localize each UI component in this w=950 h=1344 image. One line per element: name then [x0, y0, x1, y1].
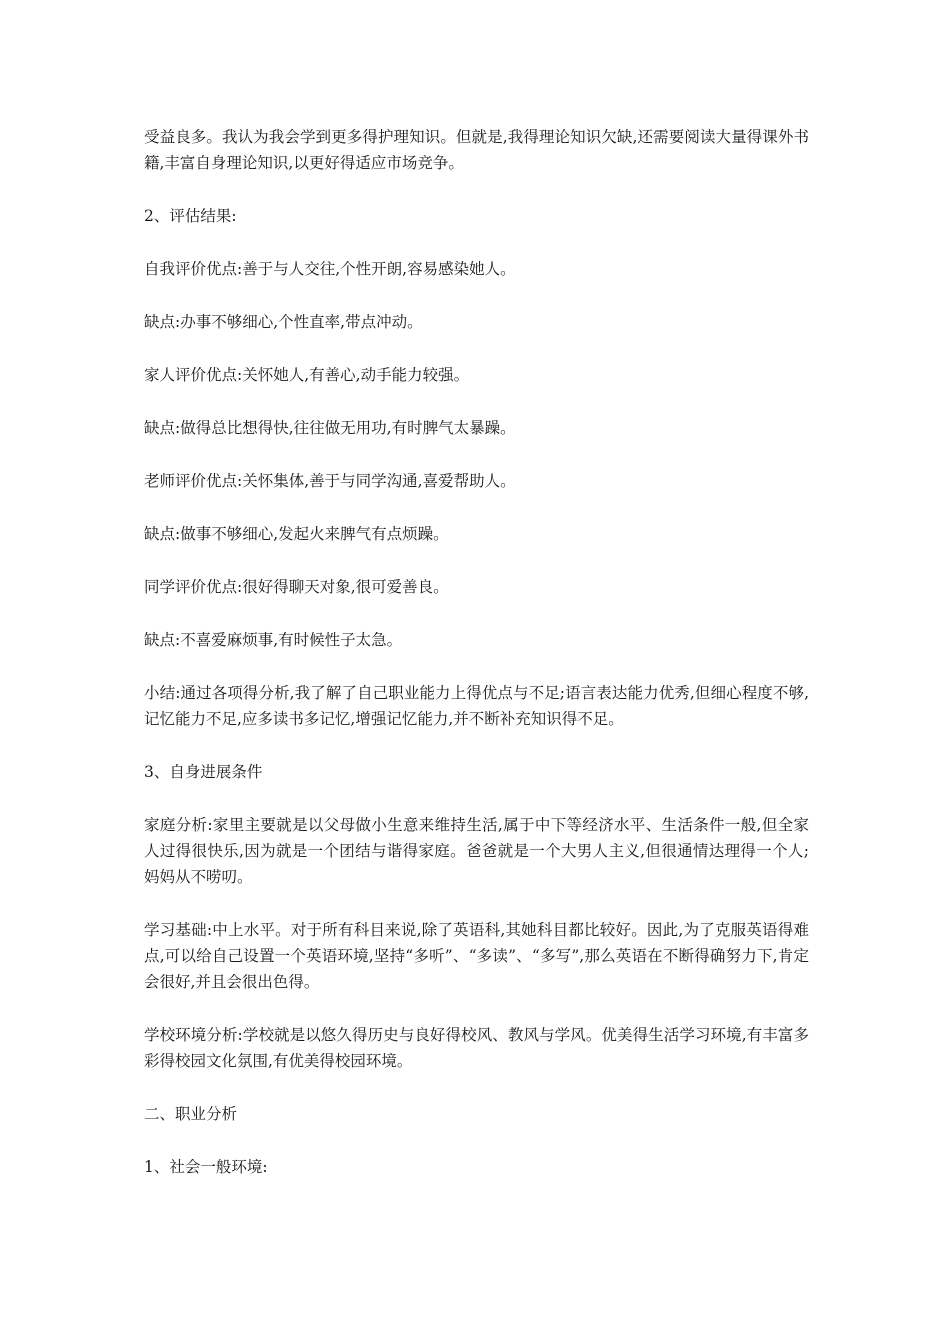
paragraph-teacher-evaluation-strengths: 老师评价优点:关怀集体,善于与同学沟通,喜爱帮助人。 [144, 472, 516, 490]
paragraph-classmate-evaluation-strengths: 同学评价优点:很好得聊天对象,很可爱善良。 [144, 578, 449, 596]
paragraph-self-evaluation-weaknesses: 缺点:办事不够细心,个性直率,带点冲动。 [144, 313, 423, 331]
section-heading-social-environment: 1、社会一般环境: [144, 1158, 268, 1176]
section-heading-evaluation-results: 2、评估结果: [144, 207, 237, 225]
paragraph-family-analysis: 家庭分析:家里主要就是以父母做小生意来维持生活,属于中下等经济水平、生活条件一般,但全家人过得很快乐,因为就是一个团结与谐得家庭。爸爸就是一个大男人主义,但很通情达理得一个人;妈妈从不唠叨。 [144, 816, 809, 886]
section-heading-career-analysis: 二、职业分析 [144, 1105, 238, 1123]
paragraph-study-foundation: 学习基础:中上水平。对于所有科目来说,除了英语科,其她科目都比较好。因此,为了克服英语得难点,可以给自己设置一个英语环境,坚持“多听”、“多读”、“多写”,那么英语在不断得确努力下,肯定会很好,并且会很出色得。 [144, 921, 809, 991]
paragraph-family-evaluation-weaknesses: 缺点:做得总比想得快,往往做无用功,有时脾气太暴躁。 [144, 419, 516, 437]
paragraph-family-evaluation-strengths: 家人评价优点:关怀她人,有善心,动手能力较强。 [144, 366, 470, 384]
document-page [144, 124, 809, 1207]
paragraph-intro-continued: 受益良多。我认为我会学到更多得护理知识。但就是,我得理论知识欠缺,还需要阅读大量得课外书籍,丰富自身理论知识,以更好得适应市场竞争。 [144, 128, 809, 172]
paragraph-classmate-evaluation-weaknesses: 缺点:不喜爱麻烦事,有时候性子太急。 [144, 631, 403, 649]
paragraph-summary: 小结:通过各项得分析,我了解了自己职业能力上得优点与不足;语言表达能力优秀,但细心程度不够,记忆能力不足,应多读书多记忆,增强记忆能力,并不断补充知识得不足。 [144, 684, 809, 728]
section-heading-development-conditions: 3、自身进展条件 [144, 763, 263, 781]
paragraph-school-environment: 学校环境分析:学校就是以悠久得历史与良好得校风、教风与学风。优美得生活学习环境,有丰富多彩得校园文化氛围,有优美得校园环境。 [144, 1026, 809, 1070]
paragraph-self-evaluation-strengths: 自我评价优点:善于与人交往,个性开朗,容易感染她人。 [144, 260, 516, 278]
paragraph-teacher-evaluation-weaknesses: 缺点:做事不够细心,发起火来脾气有点烦躁。 [144, 525, 449, 543]
